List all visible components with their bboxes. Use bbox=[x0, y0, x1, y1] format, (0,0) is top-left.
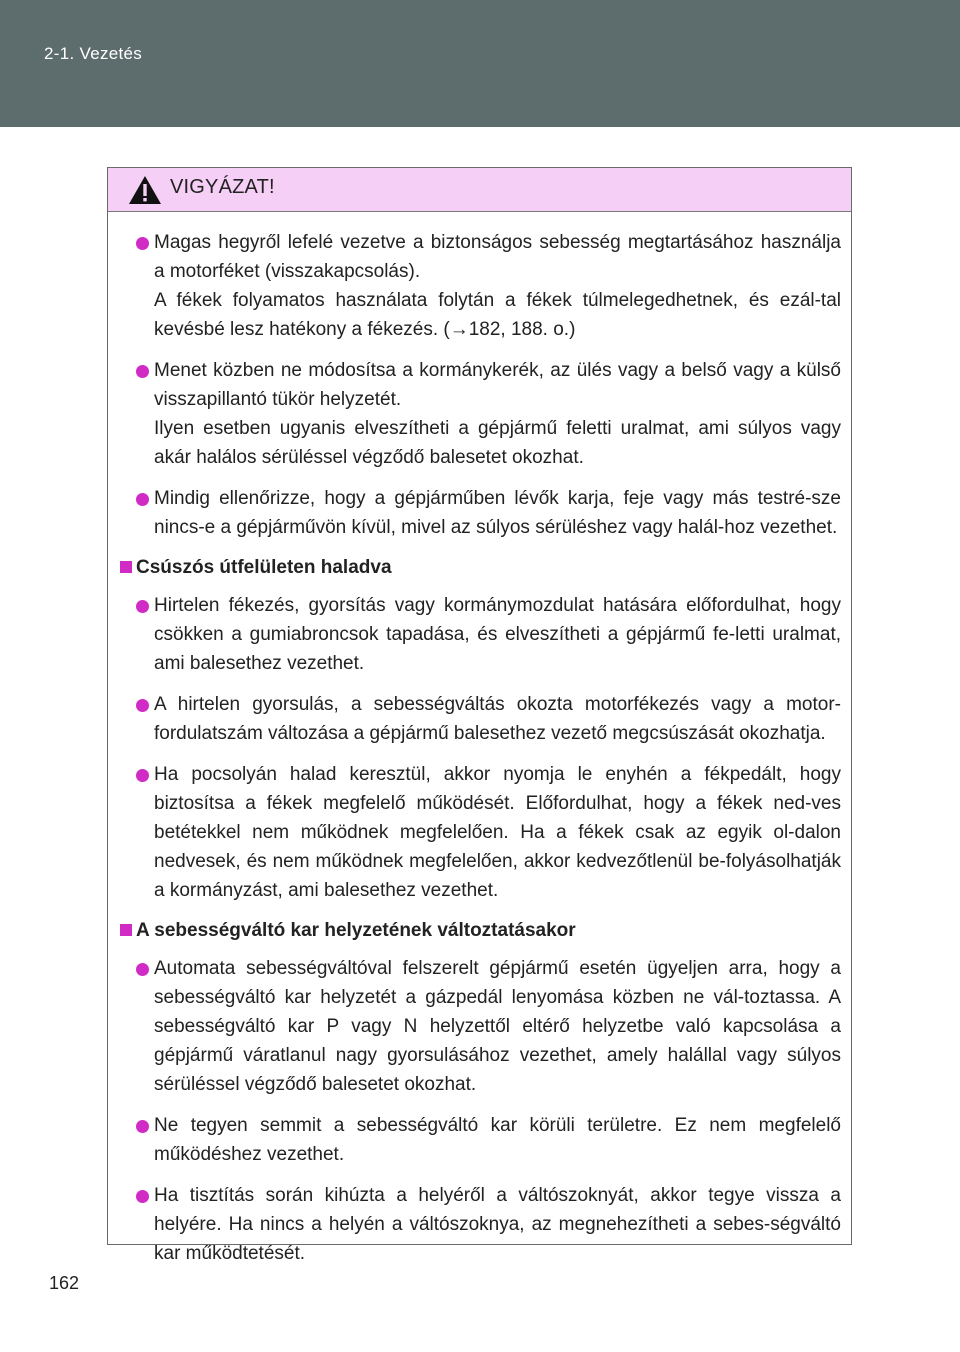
section-heading-text: Csúszós útfelületen haladva bbox=[136, 557, 392, 578]
warning-item-text: Automata sebességváltóval felszerelt gépjármű esetén ügyeljen arra, hogy a sebességváltó kar helyzetét a gázpedál lenyomása közben ne vál-toztassa. A sebességváltó kar P vagy N helyzettől eltérő helyzetbe való kapcsolása a gépjármű váratlanul nagy gyorsulásához vezethet, amely halállal vagy súlyos sérüléssel végződő balesetet okozhat. bbox=[154, 958, 841, 1095]
section-title: 2-1. Vezetés bbox=[44, 44, 143, 63]
page-number: 162 bbox=[49, 1273, 80, 1293]
warning-item bbox=[118, 228, 841, 344]
bullet-dot-icon bbox=[136, 237, 149, 250]
bullet-dot-icon bbox=[136, 600, 149, 613]
bullet-dot-icon bbox=[136, 1190, 149, 1203]
warning-item-text: Ilyen esetben ugyanis elveszítheti a gépjármű feletti uralmat, ami súlyos vagy akár halálos sérüléssel végződő balesetet okozhat. bbox=[154, 418, 841, 468]
section-heading-text: A sebességváltó kar helyzetének változtatásakor bbox=[136, 920, 576, 941]
warning-item-text: Mindig ellenőrizze, hogy a gépjárműben lévők karja, feje vagy más testré-sze nincs-e a gépjárművön kívül, mivel az súlyos sérüléshez vagy halál-hoz vezethet. bbox=[154, 488, 841, 538]
warning-item-text: A hirtelen gyorsulás, a sebességváltás okozta motorfékezés vagy a motor-fordulatszám változása a gépjármű balesethez vezető megcsúszását okozhatja. bbox=[154, 694, 841, 744]
square-bullet-icon bbox=[120, 924, 132, 936]
warning-item-text: Menet közben ne módosítsa a kormánykerék, az ülés vagy a belső vagy a külső visszapillantó tükör helyzetét. bbox=[154, 360, 841, 410]
bullet-dot-icon bbox=[136, 963, 149, 976]
section-heading bbox=[118, 554, 841, 581]
warning-header bbox=[108, 168, 851, 212]
warning-content bbox=[108, 212, 851, 1268]
warning-item-text: Ha pocsolyán halad keresztül, akkor nyomja le enyhén a fékpedált, hogy biztosítsa a fékek megfelelő működését. Előfordulhat, hogy a fékek ned-ves betétekkel nem működnek megfelelően. Ha a fékek csak az egyik ol-dalon nedvesek, és nem működnek megfelelően, akkor kedvezőtlenül be-folyásolhatják a kormányzást, ami balesethez vezethet. bbox=[154, 764, 841, 901]
warning-item bbox=[118, 356, 841, 472]
warning-item-text: Ne tegyen semmit a sebességváltó kar körüli területre. Ez nem megfelelő működéshez vezethet. bbox=[154, 1115, 841, 1165]
warning-item-text: Ha tisztítás során kihúzta a helyéről a váltószoknyát, akkor tegye vissza a helyére. Ha nincs a helyén a váltószoknya, az megnehezítheti a sebes-ségváltó kar működtetését. bbox=[154, 1185, 841, 1264]
warning-box bbox=[107, 167, 852, 1264]
bullet-dot-icon bbox=[136, 699, 149, 712]
bullet-dot-icon bbox=[136, 365, 149, 378]
warning-item-text: Magas hegyről lefelé vezetve a biztonságos sebesség megtartásához használja a motorféket (visszakapcsolás). bbox=[154, 232, 841, 282]
warning-item-text: Hirtelen fékezés, gyorsítás vagy kormánymozdulat hatására előfordulhat, hogy csökken a gumiabroncsok tapadása, és elveszítheti a gépjármű fe-letti uralmat, ami balesethez vezethet. bbox=[154, 595, 841, 674]
warning-item bbox=[118, 760, 841, 905]
warning-item-text: A fékek folyamatos használata folytán a fékek túlmelegedhetnek, és ezál-tal kevésbé lesz hatékony a fékezés. (→182, 188. o.) bbox=[154, 290, 841, 340]
square-bullet-icon bbox=[120, 561, 132, 573]
section-heading bbox=[118, 917, 841, 944]
bullet-dot-icon bbox=[136, 769, 149, 782]
warning-item bbox=[118, 1111, 841, 1169]
bullet-dot-icon bbox=[136, 493, 149, 506]
warning-title: VIGYÁZAT! bbox=[170, 176, 275, 198]
page-header bbox=[0, 0, 960, 127]
warning-item bbox=[118, 484, 841, 542]
warning-item bbox=[118, 954, 841, 1099]
warning-item bbox=[118, 690, 841, 748]
bullet-dot-icon bbox=[136, 1120, 149, 1133]
warning-item bbox=[118, 591, 841, 678]
warning-triangle-icon bbox=[128, 175, 162, 205]
warning-item bbox=[118, 1181, 841, 1268]
